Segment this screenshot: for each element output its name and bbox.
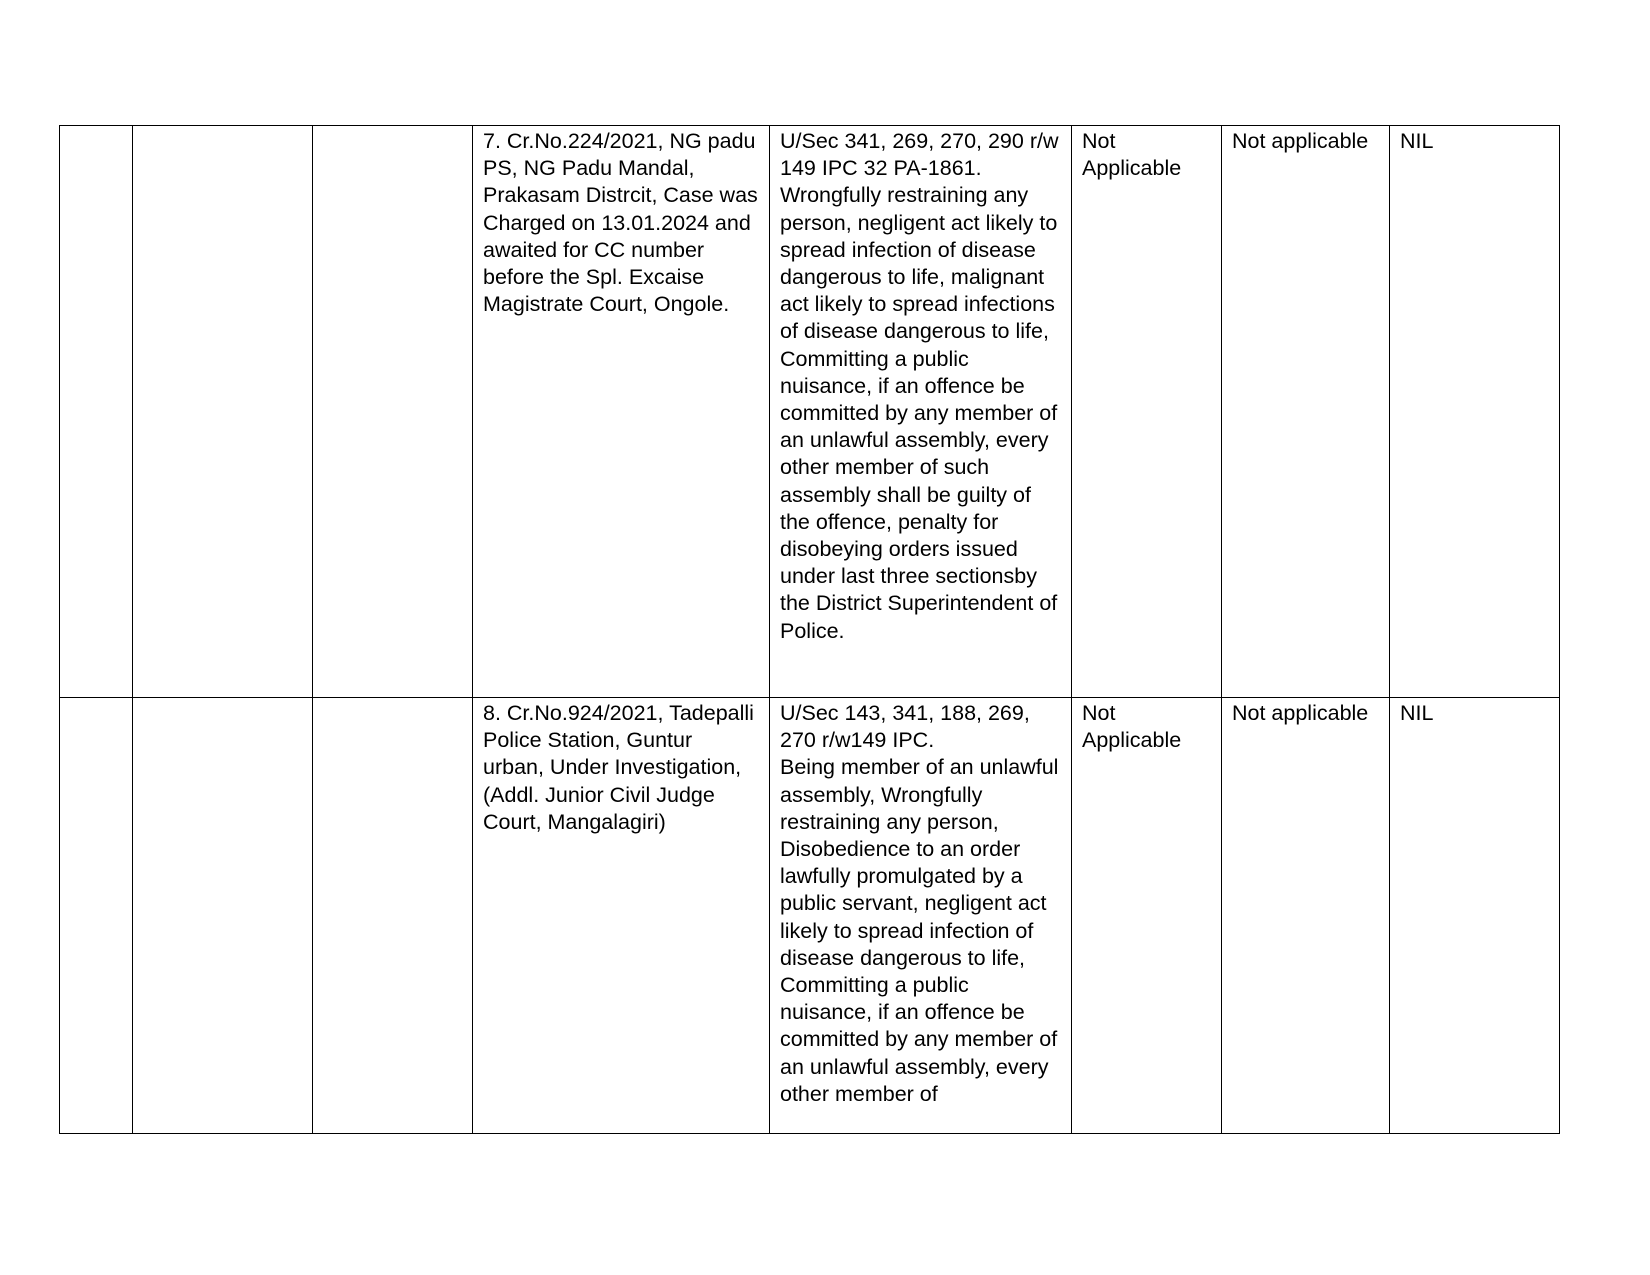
detail-cell xyxy=(313,126,473,698)
applicability-cell-2 xyxy=(1222,698,1390,1134)
case-details-cell xyxy=(473,698,770,1134)
remarks-cell xyxy=(1390,698,1560,1134)
applicability-text: Not Applicable xyxy=(1082,129,1182,181)
applicability-cell-2 xyxy=(1222,126,1390,698)
table-row xyxy=(60,126,1560,698)
applicability-text: Not Applicable xyxy=(1082,701,1182,753)
name-cell xyxy=(133,126,313,698)
criminal-cases-table xyxy=(59,125,1560,1134)
applicability-cell xyxy=(1072,126,1222,698)
case-details-cell xyxy=(473,126,770,698)
sections-text: U/Sec 341, 269, 270, 290 r/w 149 IPC 32 PA-1861. Wrongfully restraining any person, negligent act likely to spread infection of disease dangerous to life, malignant act likely to spread infections of disease dangerous to life, Committing a public nuisance, if an offence be committed by any member of an unlawful assembly, every other member of such assembly shall be guilty of the offence, penalty for disobeying orders issued under last three sectionsby the District Superintendent of Police. xyxy=(780,129,1059,643)
applicability-text-2: Not applicable xyxy=(1232,129,1369,153)
detail-cell xyxy=(313,698,473,1134)
applicability-cell xyxy=(1072,698,1222,1134)
sections-text: U/Sec 143, 341, 188, 269, 270 r/w149 IPC. Being member of an unlawful assembly, Wrongfully restraining any person, Disobedience to an order lawfully promulgated by a public servant, negligent act likely to spread infection of disease dangerous to life, Committing a public nuisance, if an offence be committed by any member of an unlawful assembly, every other member of xyxy=(780,701,1059,1106)
serial-cell xyxy=(60,126,133,698)
remarks-text: NIL xyxy=(1400,701,1434,725)
case-details-text: 7. Cr.No.224/2021, NG padu PS, NG Padu Mandal, Prakasam Distrcit, Case was Charged on 13.01.2024 and awaited for CC number before the Spl. Excaise Magistrate Court, Ongole. xyxy=(483,129,758,317)
serial-cell xyxy=(60,698,133,1134)
sections-cell xyxy=(770,698,1072,1134)
sections-cell xyxy=(770,126,1072,698)
remarks-text: NIL xyxy=(1400,129,1434,153)
remarks-cell xyxy=(1390,126,1560,698)
name-cell xyxy=(133,698,313,1134)
applicability-text-2: Not applicable xyxy=(1232,701,1369,725)
table-row xyxy=(60,698,1560,1134)
case-details-text: 8. Cr.No.924/2021, Tadepalli Police Station, Guntur urban, Under Investigation, (Addl. Junior Civil Judge Court, Mangalagiri) xyxy=(483,701,754,834)
